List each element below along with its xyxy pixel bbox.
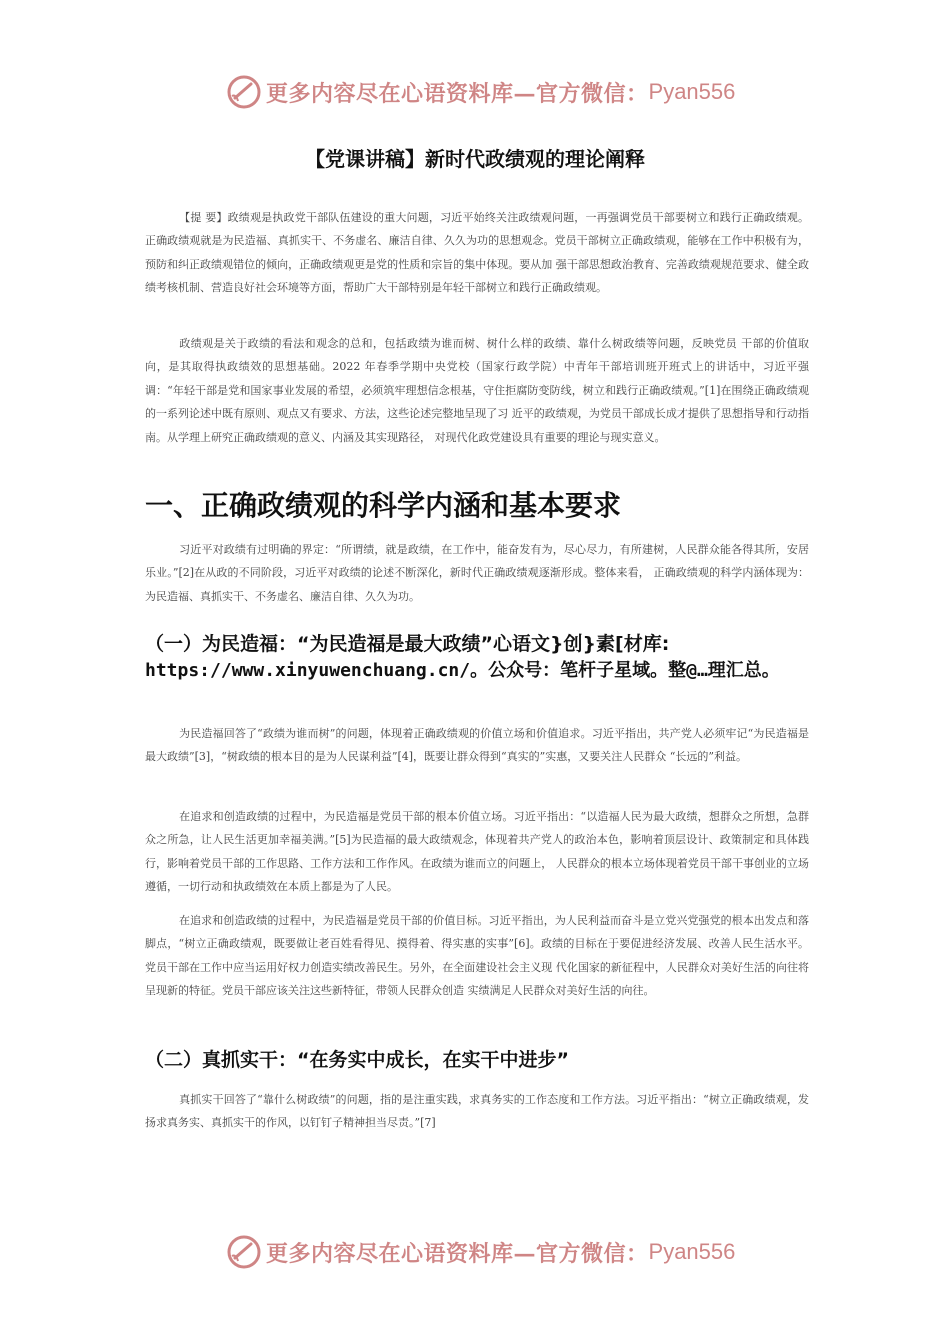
- sub1-paragraph-2: [145, 805, 809, 899]
- intro-paragraph: [145, 332, 809, 449]
- header-watermark-banner: [226, 72, 746, 112]
- section1-paragraph: [145, 538, 809, 608]
- banner-text: 更多内容尽在心语资料库—官方微信：: [266, 80, 649, 107]
- subsection-heading-2: （二）真抓实干：“在务实中成长，在实干中进步”: [145, 1049, 569, 1071]
- abstract-paragraph: [145, 206, 809, 300]
- brush-logo-icon: [226, 74, 262, 110]
- banner-wechat-id: Pyan556: [648, 79, 736, 104]
- banner-text: 更多内容尽在心语资料库—官方微信：: [266, 1240, 649, 1267]
- page-title: 【党课讲稿】新时代政绩观的理论阐释: [305, 147, 645, 171]
- footer-watermark-banner: [226, 1232, 746, 1272]
- sub1-text-3: 在追求和创造政绩的过程中，为民造福是党员干部的价值目标。习近平指出，为人民利益而奋斗是立党兴党强党的根本出发点和落脚点，“树立正确政绩观，既要做让老百姓看得见、摸得着、得实惠的实事”[6]。政绩的目标在于要促进经济发展、改善人民生活水平。党员干部在工作中应当运用好权力创造实绩改善民生。另外，在全面建设社会主义现 代化国家的新征程中，人民群众对美好生活的向往将呈现新的特征。党员干部应该关注这些新特征，带领人民群众创造 实绩满足人民群众对美好生活的向往。: [145, 914, 809, 998]
- section1-text: 习近平对政绩有过明确的界定：“所谓绩，就是政绩，在工作中，能奋发有为，尽心尽力，有所建树，人民群众能各得其所，安居乐业。”[2]在从政的不同阶段，习近平对政绩的论述不断深化，新时代正确政绩观逐渐形成。整体来看， 正确政绩观的科学内涵体现为：为民造福、真抓实干、不务虚名、廉洁自律、久久为功。: [145, 543, 809, 603]
- banner-wechat-id: Pyan556: [648, 1239, 736, 1264]
- subsection-heading-1: （一）为民造福：“为民造福是最大政绩”心语文}创}素[材库:: [145, 633, 670, 655]
- brush-logo-icon: [226, 1234, 262, 1270]
- intro-text: 政绩观是关于政绩的看法和观念的总和，包括政绩为谁而树、树什么样的政绩、靠什么树政绩等问题，反映党员 干部的价值取向，是其取得执政绩效的思想基础。2022 年春季学期中央党校（国家行政学院）中青年干部培训班开班式上的讲话中，习近平强调：“年轻干部是党和国家事业发展的希望，必须筑牢理想信念根基，守住拒腐防变防线，树立和践行正确政绩观。”[1]在围绕正确政绩观的一系列论述中既有原则、观点又有要求、方法，这些论述完整地呈现了习 近平的政绩观，为党员干部成长成才提供了思想指导和行动指南。从学理上研究正确政绩观的意义、内涵及其实现路径， 对现代化政党建设具有重要的理论与现实意义。: [145, 337, 809, 444]
- section-heading-1: 一、正确政绩观的科学内涵和基本要求: [145, 489, 622, 522]
- sub1-paragraph-3: [145, 909, 809, 1003]
- sub1-text-1: 为民造福回答了“政绩为谁而树”的问题，体现着正确政绩观的价值立场和价值追求。习近平指出，共产党人必须牢记“为民造福是最大政绩”[3]，“树政绩的根本目的是为人民谋利益”[4]，既要让群众得到“真实的”实惠，又要关注人民群众 “长远的”利益。: [145, 727, 809, 764]
- abstract-text: 【提 要】政绩观是执政党干部队伍建设的重大问题，习近平始终关注政绩观问题，一再强调党员干部要树立和践行正确政绩观。正确政绩观就是为民造福、真抓实干、不务虚名、廉洁自律、久久为功的思想观念。党员干部树立正确政绩观，能够在工作中积极有为，预防和纠正政绩观错位的倾向，正确政绩观更是党的性质和宗旨的集中体现。要从加 强干部思想政治教育、完善政绩观规范要求、健全政绩考核机制、营造良好社会环境等方面，帮助广大干部特别是年轻干部树立和践行正确政绩观。: [145, 211, 809, 295]
- sub1-paragraph-1: [145, 722, 809, 769]
- sub2-text-1: 真抓实干回答了“靠什么树政绩”的问题，指的是注重实践，求真务实的工作态度和工作方法。习近平指出：“树立正确政绩观，发扬求真务实、真抓实干的作风，以钉钉子精神担当尽责。”[7]: [145, 1093, 809, 1130]
- subsection-heading-1-continued: https://www.xinyuwenchuang.cn/。公众号：笔杆子星域。整@…理汇总。: [145, 660, 780, 681]
- sub1-text-2: 在追求和创造政绩的过程中，为民造福是党员干部的根本价值立场。习近平指出：“以造福人民为最大政绩，想群众之所想，急群众之所急，让人民生活更加幸福美满。”[5]为民造福的最大政绩观念，体现着共产党人的政治本色，影响着顶层设计、政策制定和具体践行，影响着党员干部的工作思路、工作方法和工作作风。在政绩为谁而立的问题上， 人民群众的根本立场体现着党员干部干事创业的立场遵循，一切行动和执政绩效在本质上都是为了人民。: [145, 810, 809, 894]
- sub2-paragraph-1: [145, 1088, 809, 1135]
